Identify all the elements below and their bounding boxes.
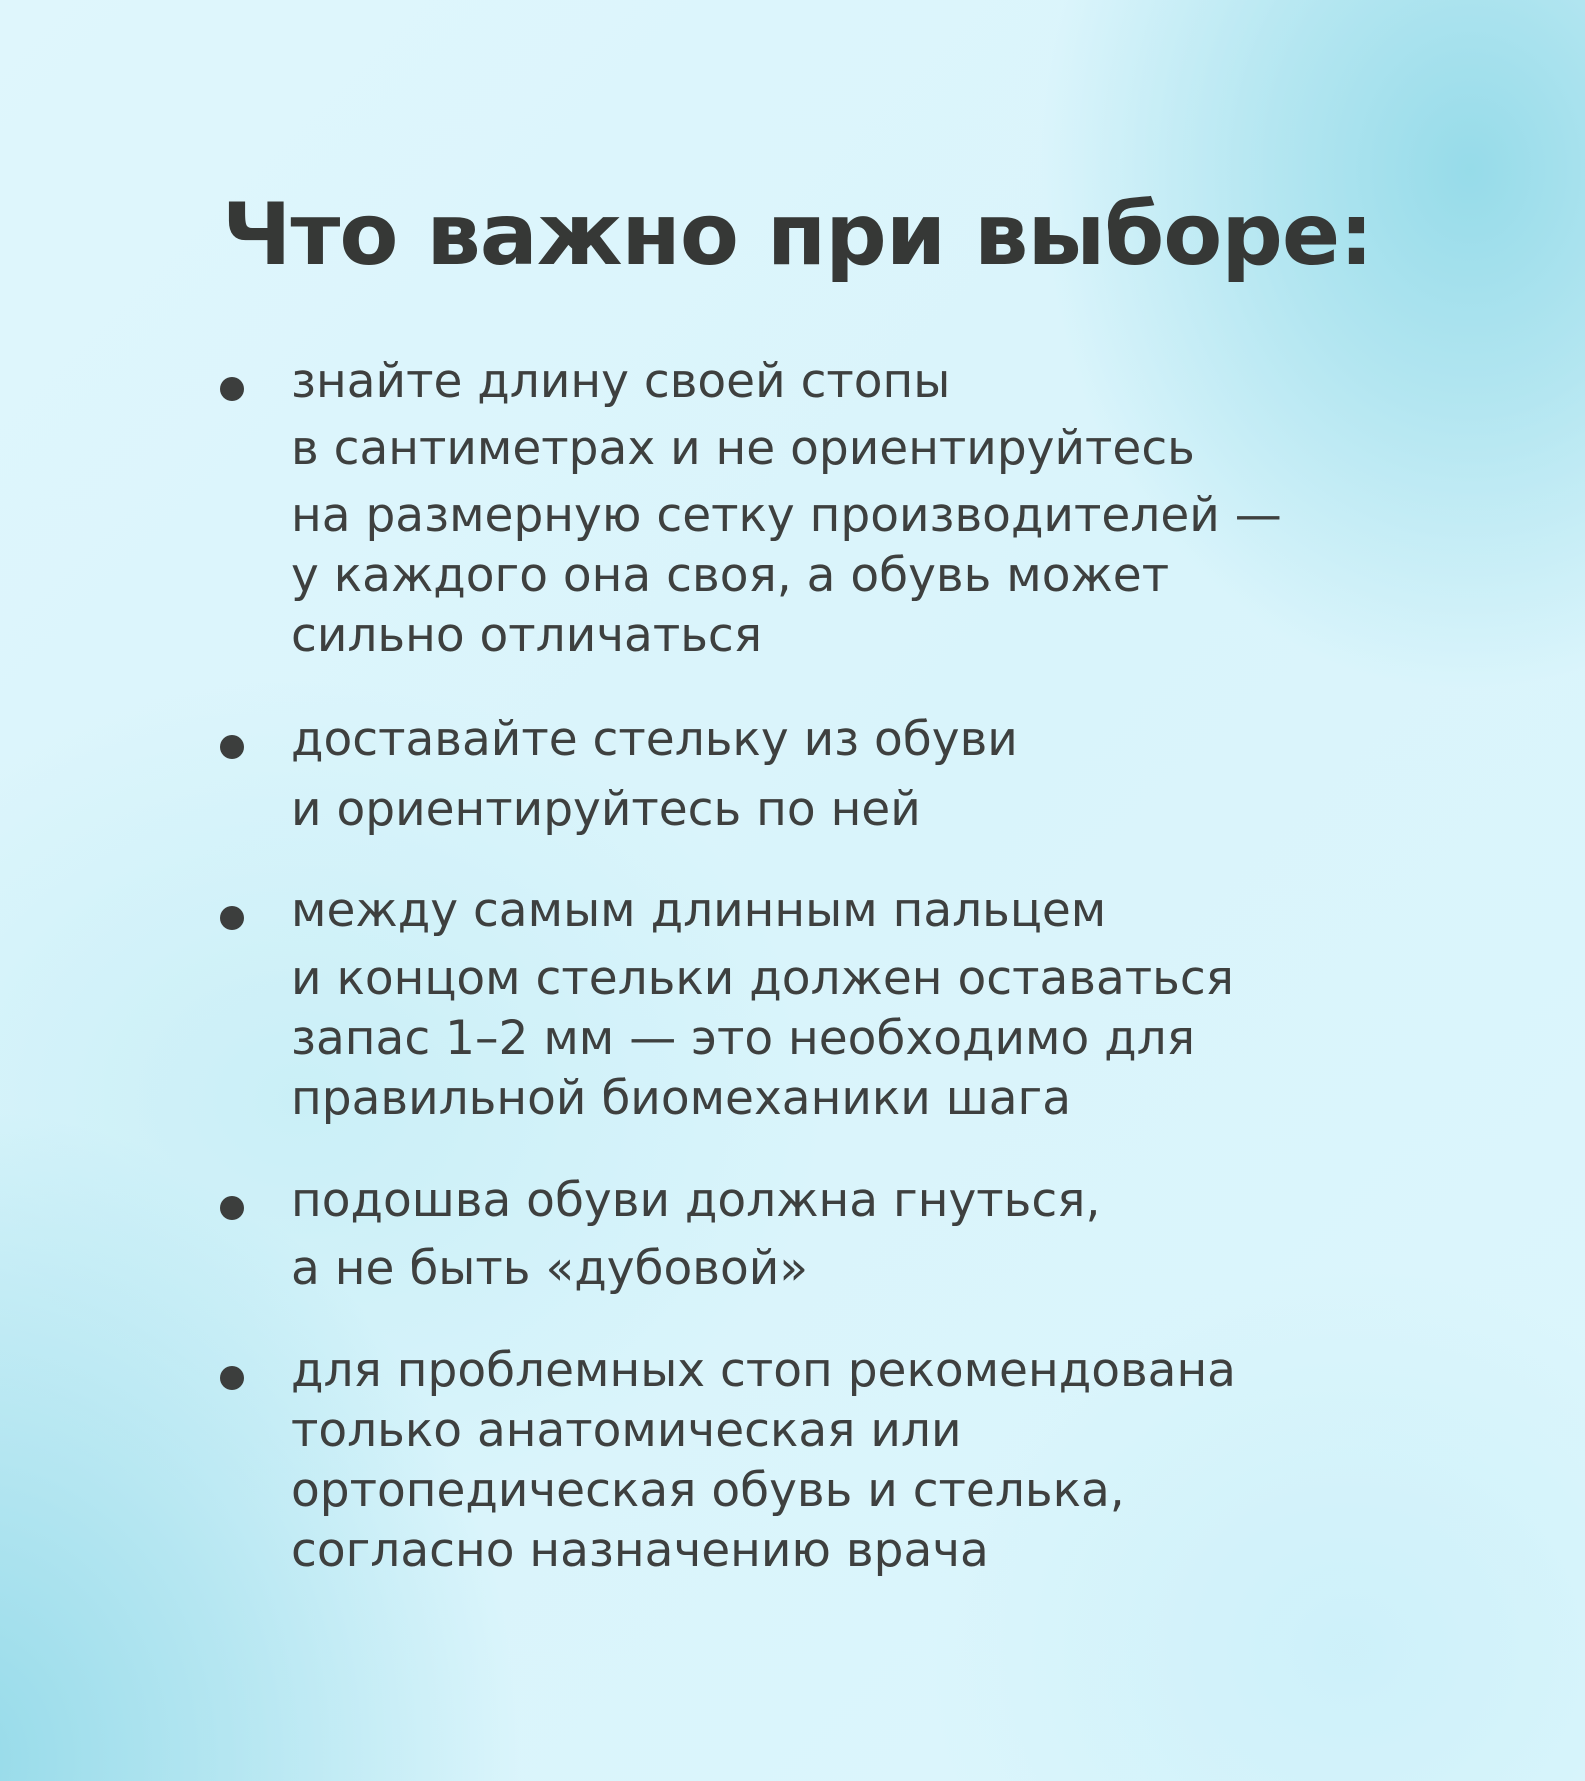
bullet-icon: [220, 1196, 244, 1220]
list-item-line: знайте длину своей стопы: [291, 354, 951, 409]
list-item-line: и ориентируйтесь по ней: [291, 782, 921, 837]
list-item-line: запас 1–2 мм — это необходимо для: [291, 1011, 1195, 1066]
list-item-line: ортопедическая обувь и стелька,: [291, 1463, 1125, 1518]
list-item-line: и концом стельки должен оставаться: [291, 951, 1234, 1006]
list-item-line: у каждого она своя, а обувь может: [291, 548, 1170, 603]
list-item-line: на размерную сетку производителей —: [291, 488, 1282, 543]
list-item-line: только анатомическая или: [291, 1403, 962, 1458]
list-item-line: правильной биомеханики шага: [291, 1071, 1072, 1126]
list-item-line: подошва обуви должна гнуться,: [291, 1173, 1101, 1228]
list-item-line: между самым длинным пальцем: [291, 883, 1107, 938]
bullet-icon: [220, 377, 244, 401]
list-item-line: сильно отличаться: [291, 608, 763, 663]
bullet-icon: [220, 1366, 244, 1390]
list-item-line: в сантиметрах и не ориентируйтесь: [291, 421, 1195, 476]
list-item-line: доставайте стельку из обуви: [291, 712, 1018, 767]
bullet-icon: [220, 906, 244, 930]
page-title: Что важно при выборе:: [222, 185, 1373, 285]
bullet-icon: [220, 735, 244, 759]
list-item-line: для проблемных стоп рекомендована: [291, 1343, 1236, 1398]
list-item-line: согласно назначению врача: [291, 1523, 989, 1578]
list-item-line: а не быть «дубовой»: [291, 1241, 808, 1296]
